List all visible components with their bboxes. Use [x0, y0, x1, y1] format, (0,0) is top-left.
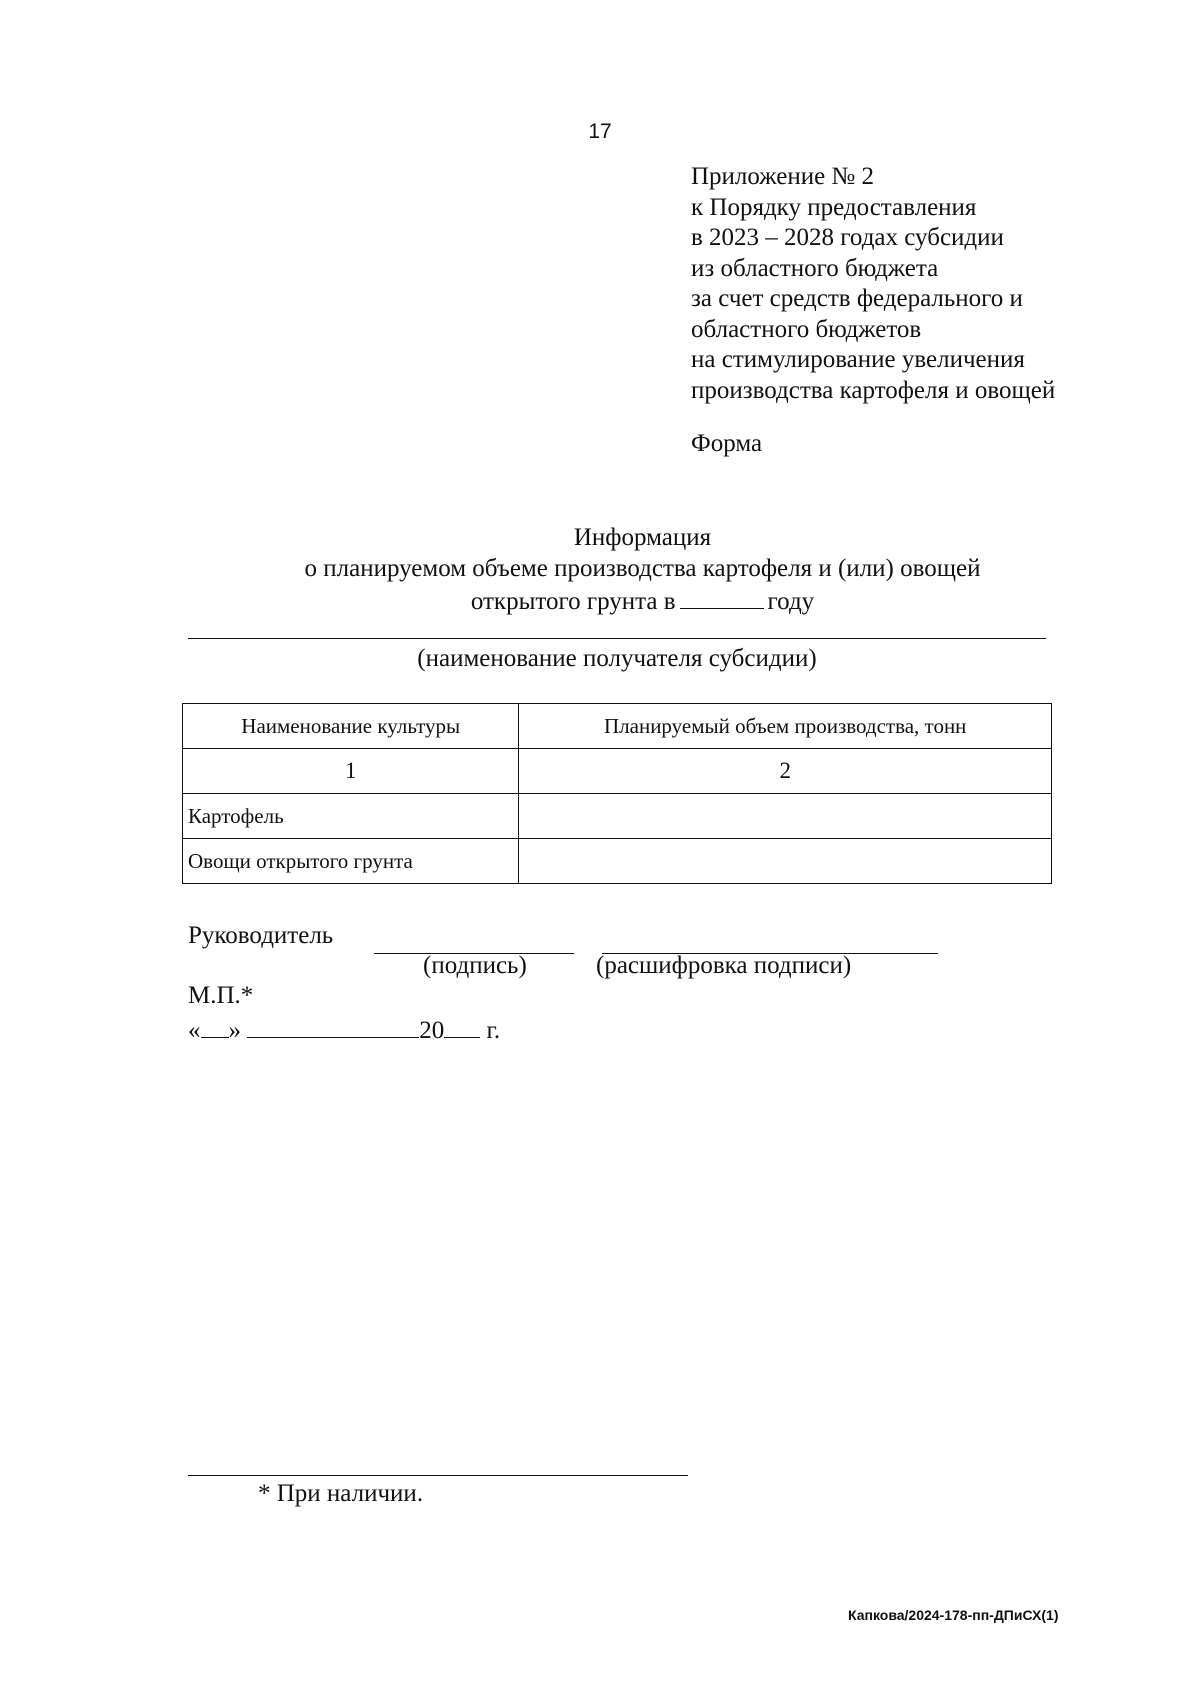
- title-line-3-before: открытого грунта в: [470, 588, 676, 615]
- footnote: * При наличии.: [258, 1480, 424, 1507]
- year-suffix: г.: [486, 1017, 501, 1044]
- year-blank[interactable]: [680, 584, 764, 609]
- header-crop-name: Наименование культуры: [183, 704, 519, 749]
- month-blank[interactable]: [247, 1015, 419, 1038]
- volume-cell[interactable]: [519, 794, 1052, 839]
- column-number: 2: [519, 749, 1052, 794]
- date-row: [188, 1015, 500, 1045]
- footnote-separator: [188, 1475, 688, 1476]
- form-label: Форма: [691, 430, 763, 457]
- table-row: [183, 794, 1052, 839]
- year-suffix-blank[interactable]: [444, 1015, 480, 1038]
- table-number-row: [183, 749, 1052, 794]
- year-prefix: 20: [419, 1017, 445, 1044]
- page-number: 17: [588, 120, 612, 143]
- table-header-row: [183, 704, 1052, 749]
- day-blank[interactable]: [201, 1015, 229, 1038]
- title-line-2: о планируемом объеме производства картофеля и (или) овощей: [304, 555, 981, 582]
- appendix-line: Приложение № 2: [691, 163, 875, 190]
- volume-cell[interactable]: [519, 839, 1052, 884]
- signature-caption: (подпись): [423, 952, 527, 979]
- document-title: [175, 522, 1110, 617]
- production-table: [182, 703, 1052, 884]
- crop-name-cell: Овощи открытого грунта: [183, 839, 519, 884]
- manager-label: Руководитель: [188, 922, 334, 949]
- header-planned-volume: Планируемый объем производства, тонн: [519, 704, 1052, 749]
- title-line-3: [175, 584, 1110, 617]
- document-code: Капкова/2024-178-пп-ДПиСХ(1): [848, 1607, 1059, 1623]
- appendix-line: в 2023 – 2028 годах субсидии: [691, 224, 1004, 251]
- title-line-1: Информация: [573, 524, 712, 551]
- appendix-line: областного бюджетов: [691, 315, 922, 343]
- signature-decode-caption: (расшифровка подписи): [596, 952, 852, 979]
- seal-mark: М.П.*: [188, 982, 254, 1009]
- recipient-caption: (наименование получателя субсидии): [417, 645, 817, 672]
- appendix-line: на стимулирование увеличения: [691, 346, 1025, 373]
- recipient-name-line[interactable]: [188, 638, 1046, 639]
- title-line-3-after: году: [767, 588, 815, 615]
- appendix-line: из областного бюджета: [691, 254, 939, 282]
- appendix-line: к Порядку предоставления: [691, 193, 977, 221]
- column-number: 1: [183, 749, 519, 794]
- table-row: [183, 839, 1052, 884]
- date-close-quote: »: [228, 1017, 241, 1044]
- appendix-line: за счет средств федерального и: [691, 285, 1023, 312]
- appendix-header: [691, 162, 1055, 406]
- crop-name-cell: Картофель: [183, 794, 519, 839]
- appendix-line: производства картофеля и овощей: [691, 376, 1056, 404]
- date-open-quote: «: [188, 1017, 201, 1044]
